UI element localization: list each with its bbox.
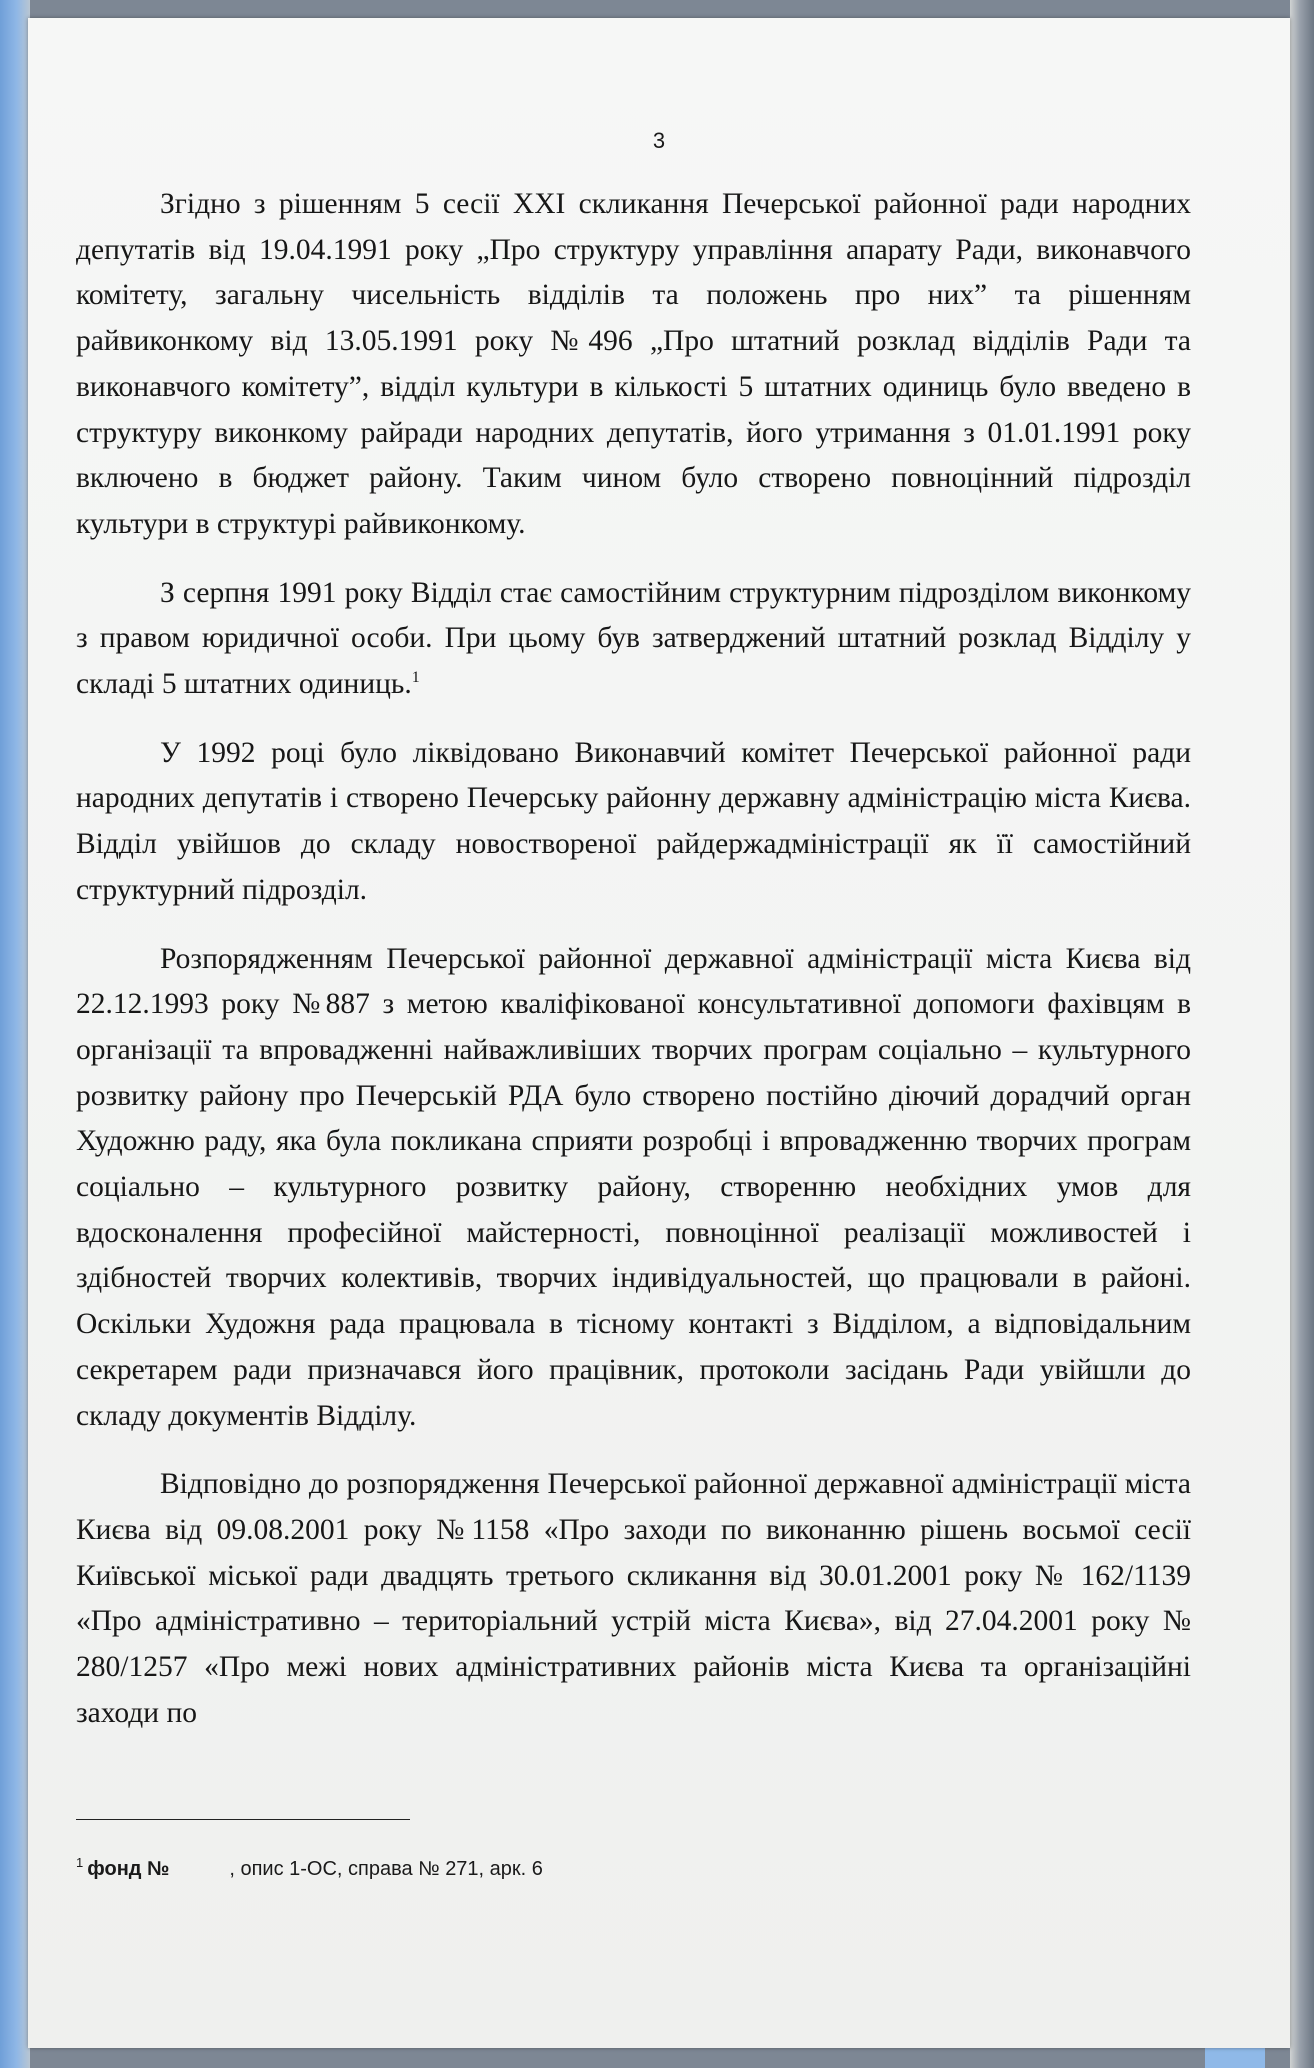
document-page: [28, 18, 1290, 2048]
background-frame: [1290, 0, 1314, 2068]
footnote-text: , опис 1-ОС, справа № 271, арк. 6: [229, 1858, 543, 1880]
paragraph-5-text: Відповідно до розпорядження Печерської районної державної адміністрації міста Києва від 09.08.2001 року №1158 «Про заходи по виконанню рішень восьмої сесії Київської міської ради двадцять третього скликання від 30.01.2001 року № 162/1139 «Про адміністративно – територіальний устрій міста Києва», від 27.04.2001 року № 280/1257 «Про межі нових адміністративних районів міста Києва та організаційні заходи по: [76, 1468, 1191, 1729]
paragraph-4-text: Розпорядженням Печерської районної державної адміністрації міста Києва від 22.12.1993 року №887 з метою кваліфікованої консультативної допомоги фахівцям в організації та впровадженні найважливіших творчих програм соціально – культурного розвитку району про Печерській РДА було створено постійно діючий дорадчий орган Художню раду, яка була покликана сприяти розробці і впровадженню творчих програм соціально – культурного розвитку району, створенню необхідних умов для вдосконалення професійної майстерності, повноцінної реалізації можливостей і здібностей творчих колективів, творчих індивідуальностей, що працювали в районі. Оскільки Художня рада працювала в тісному контакті з Відділом, а відповідальним секретарем ради призначався його працівник, протоколи засідань Ради увійшли до складу документів Відділу.: [76, 942, 1191, 1432]
paragraph-2-text: З серпня 1991 року Відділ стає самостійним структурним підрозділом виконкому з правом юридичної особи. При цьому був затверджений штатний розклад Відділу у складі 5 штатних одиниць.: [76, 576, 1191, 701]
footnote-label: фонд №: [87, 1858, 170, 1880]
paragraph-5: [76, 1462, 1191, 1736]
paragraph-3-text: У 1992 році було ліквідовано Виконавчий комітет Печерської районної ради народних депутатів і створено Печерську районну державну адміністрацію міста Києва. Відділ увійшов до складу новоствореної райдержадміністрації як її самостійний структурний підрозділ.: [76, 736, 1191, 906]
paragraph-1: [76, 182, 1191, 548]
page-number: 3: [652, 128, 666, 153]
footnote-separator: [76, 1819, 410, 1820]
paragraph-3: [76, 731, 1191, 914]
footnote-marker: 1: [76, 1855, 84, 1871]
binding-edge: [0, 0, 30, 2068]
footnote-reference[interactable]: 1: [411, 669, 420, 687]
paragraph-4: [76, 937, 1191, 1440]
document-body: [76, 182, 1191, 1760]
paragraph-2: [76, 571, 1191, 708]
paragraph-1-text: Згідно з рішенням 5 сесії XXI скликання Печерської районної ради народних депутатів від 19.04.1991 року „Про структуру управління апарату Ради, виконавчого комітету, загальну чисельність відділів та положень про них” та рішенням райвиконкому від 13.05.1991 року №496 „Про штатний розклад відділів Ради та виконавчого комітету”, відділ культури в кількості 5 штатних одиниць було введено в структуру виконкому райради народних депутатів, його утримання з 01.01.1991 року включено в бюджет району. Таким чином було створено повноцінний підрозділ культури в структурі райвиконкому.: [76, 188, 1191, 540]
footnote: [76, 1855, 543, 1881]
